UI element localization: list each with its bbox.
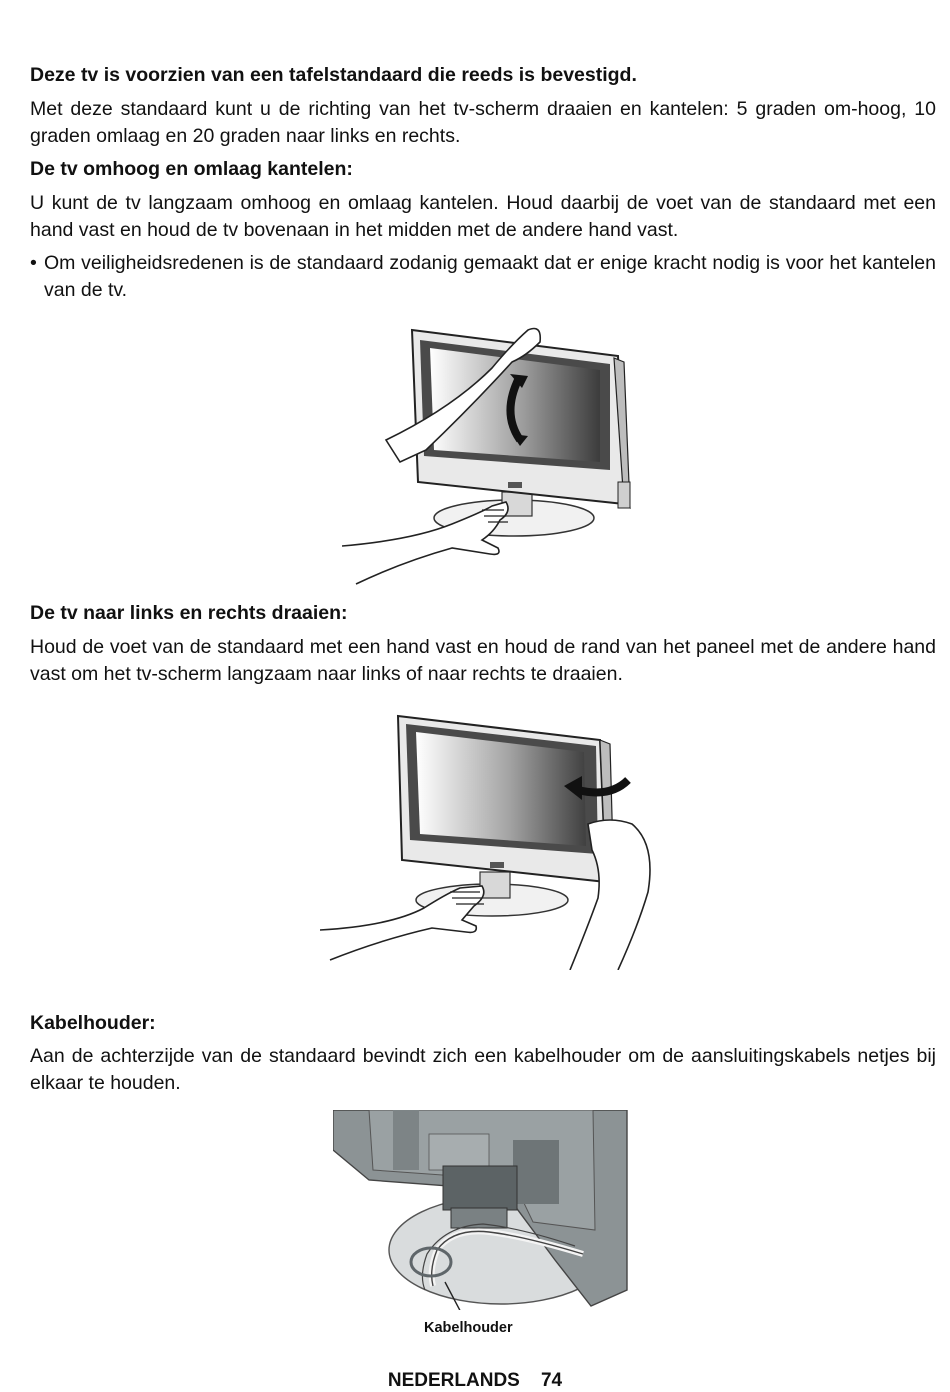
tilt-paragraph: U kunt de tv langzaam omhoog en omlaag kantelen. Houd daarbij de voet van de standaard met een hand vast en houd de tv bovenaan in het midden met de andere hand vast. [30, 192, 936, 241]
intro-heading: Deze tv is voorzien van een tafelstandaard die reeds is bevestigd. [30, 64, 637, 86]
tilt-illustration [342, 322, 634, 586]
page-footer [0, 1370, 950, 1392]
cable-holder-caption: Kabelhouder [424, 1320, 513, 1336]
cable-holder-illustration [333, 1110, 629, 1310]
tilt-bullet-text: Om veiligheidsredenen is de standaard zodanig gemaakt dat er enige kracht nodig is voor het kantelen van de tv. [44, 252, 936, 301]
tilt-heading: De tv omhoog en omlaag kantelen: [30, 158, 353, 180]
page-number: 74 [540, 1370, 563, 1391]
tilt-bullet [30, 250, 936, 303]
footer-language: NEDERLANDS [387, 1370, 520, 1391]
swivel-illustration [320, 712, 656, 970]
intro-paragraph: Met deze standaard kunt u de richting van het tv-scherm draaien en kantelen: 5 graden om-hoog, 10 graden omlaag en 20 graden naar links en rechts. [30, 98, 936, 147]
cable-paragraph: Aan de achterzijde van de standaard bevindt zich een kabelhouder om de aansluitingskabels netjes bij elkaar te houden. [30, 1045, 936, 1094]
swivel-paragraph: Houd de voet van de standaard met een hand vast en houd de rand van het paneel met de andere hand vast om het tv-scherm langzaam naar links of naar rechts te draaien. [30, 636, 936, 685]
swivel-heading: De tv naar links en rechts draaien: [30, 602, 348, 624]
bullet-marker: • [30, 252, 37, 274]
cable-heading: Kabelhouder: [30, 1012, 156, 1034]
